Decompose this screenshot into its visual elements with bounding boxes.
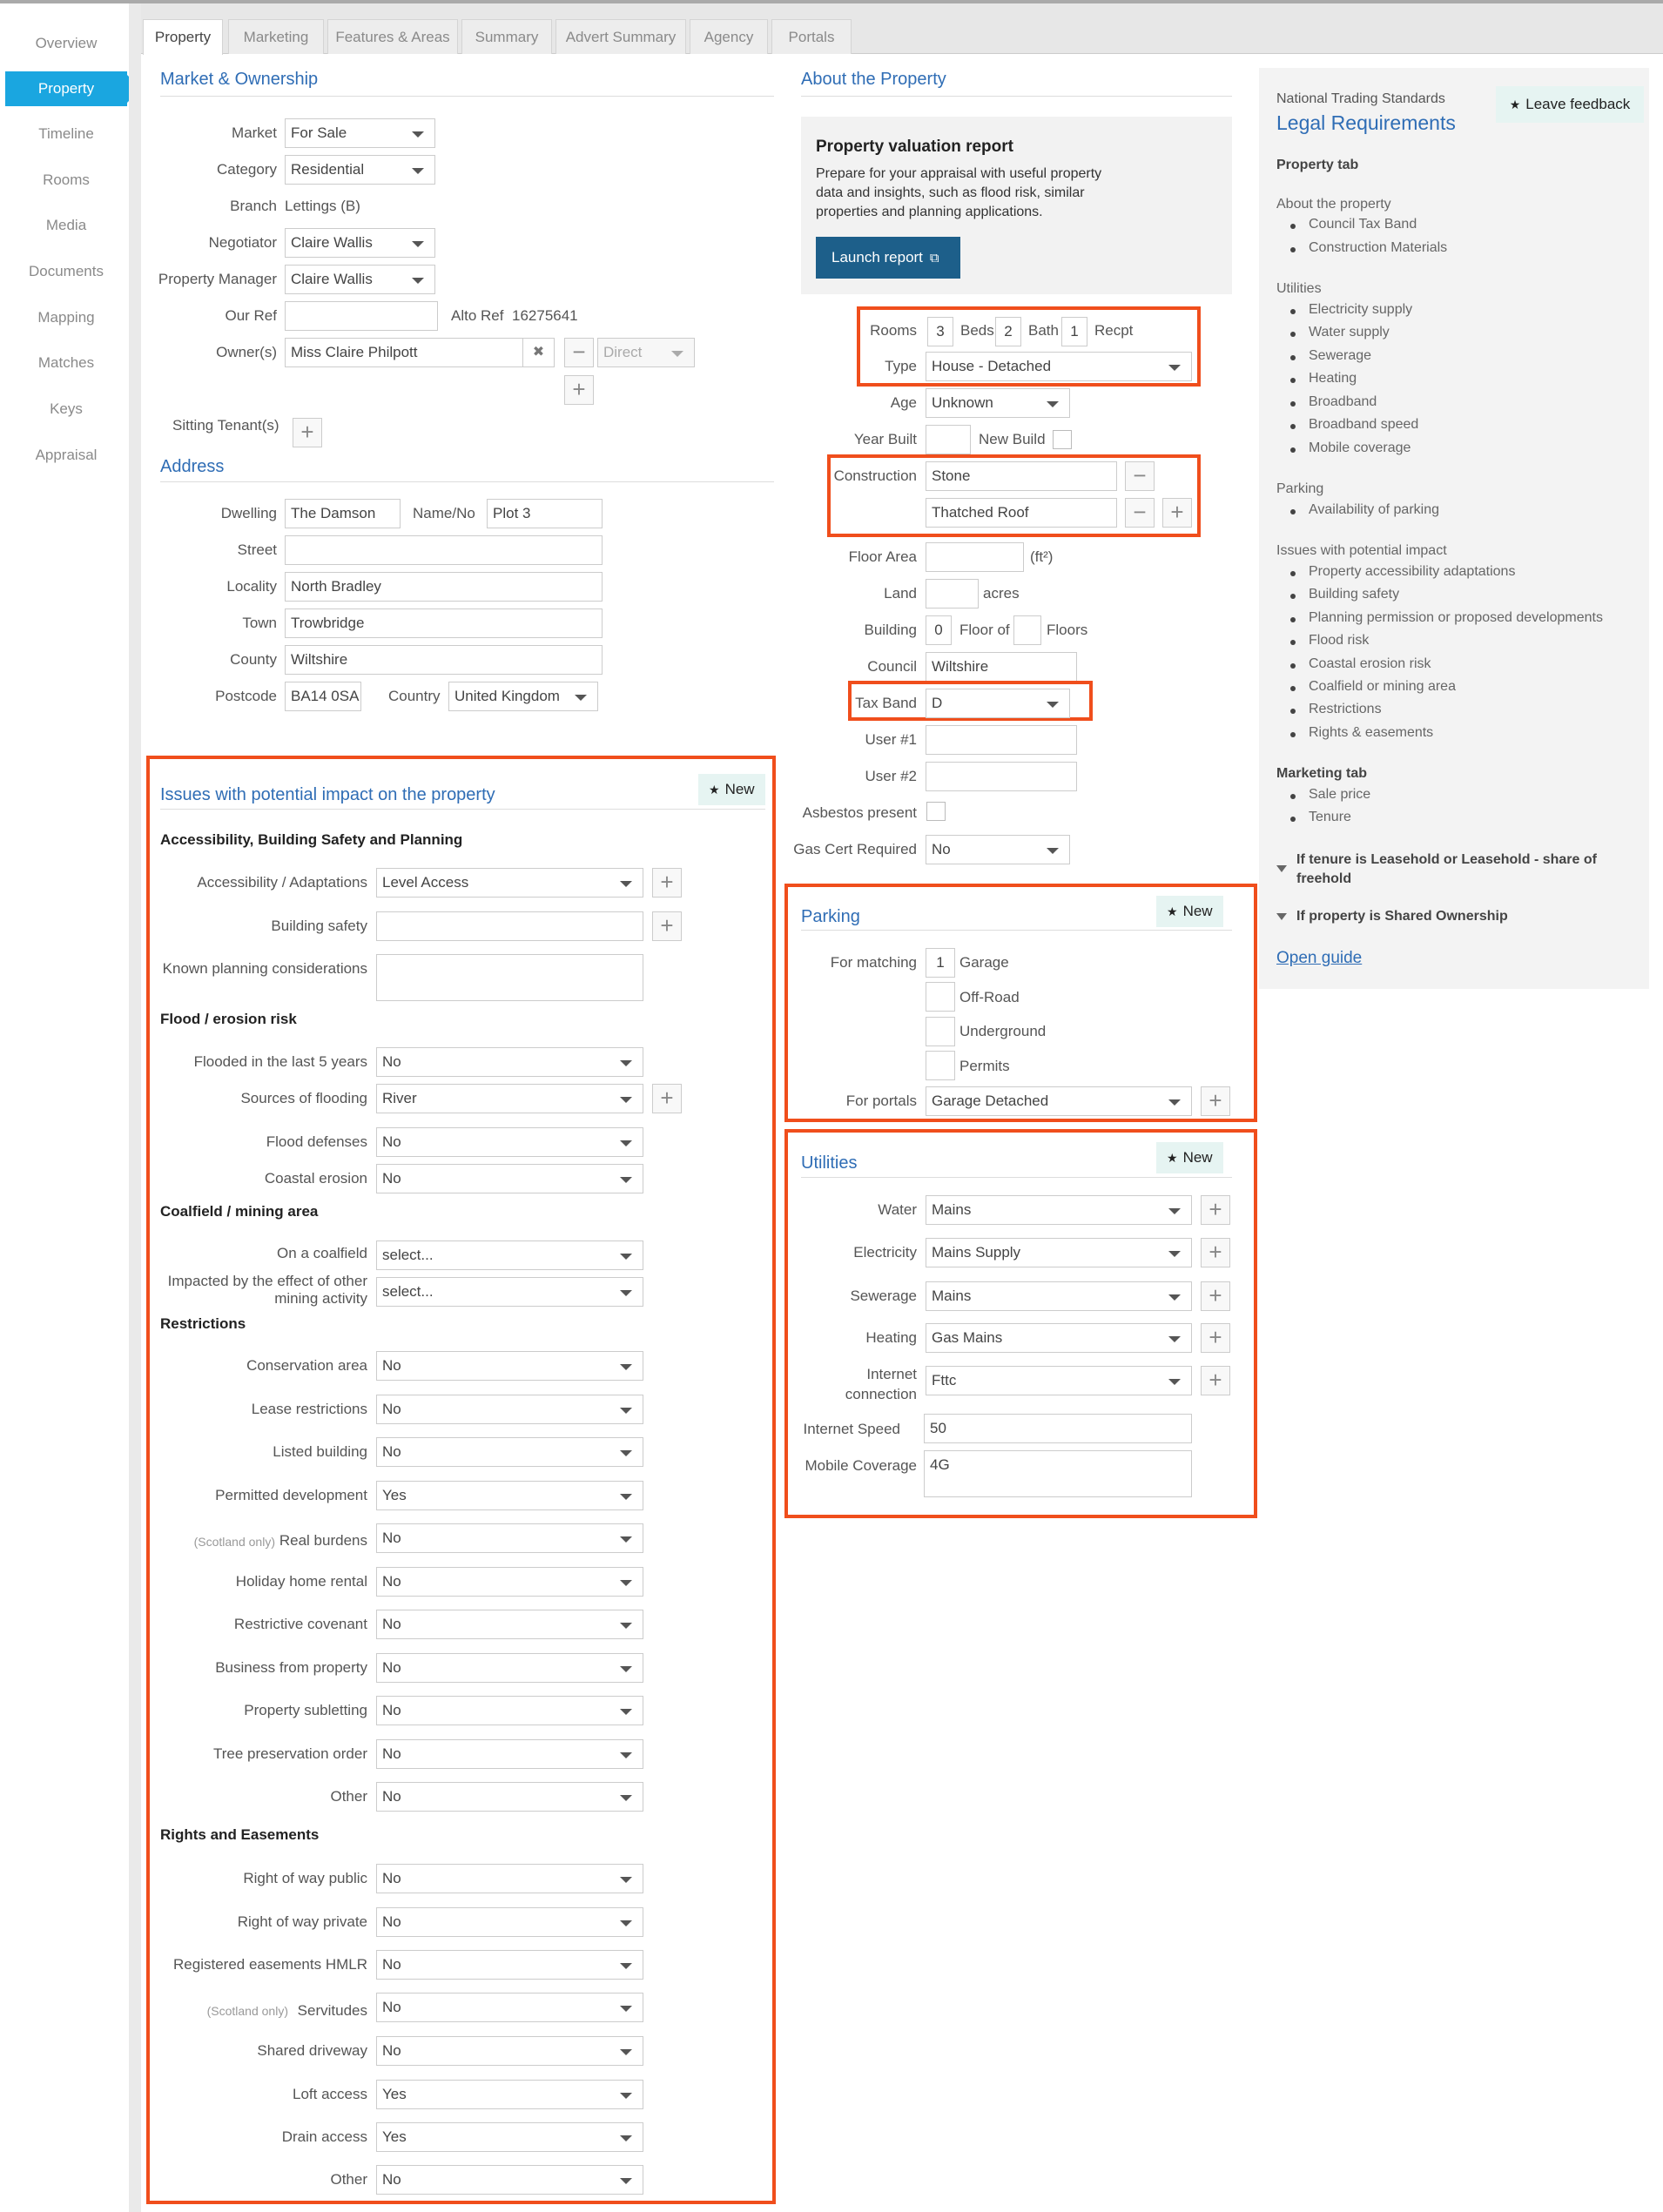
owners-label: Owner(s) xyxy=(216,344,277,360)
remove-owner-button[interactable]: − xyxy=(564,338,594,367)
garage-count-input[interactable]: 1 xyxy=(926,948,955,978)
building-safety-input[interactable] xyxy=(376,911,643,941)
add-electricity-button[interactable]: + xyxy=(1201,1238,1230,1267)
add-accessibility-button[interactable]: + xyxy=(652,868,682,898)
other-restrictions-label: Other xyxy=(330,1788,367,1805)
group-heading: Accessibility, Building Safety and Planning xyxy=(160,831,463,848)
mining-activity-label: Impacted by the effect of other mining activity xyxy=(167,1273,367,1307)
easements-hmlr-label: Registered easements HMLR xyxy=(173,1956,367,1973)
heating-select[interactable]: Gas Mains xyxy=(926,1323,1192,1353)
permits-label: Permits xyxy=(959,1058,1010,1074)
internet-select[interactable]: Fttc xyxy=(926,1366,1192,1395)
legal-list-item: Mobile coverage xyxy=(1309,440,1411,455)
legal-list-item: Electricity supply xyxy=(1309,302,1413,317)
town-label: Town xyxy=(242,615,277,631)
underground-count-input[interactable] xyxy=(926,1017,955,1046)
county-input[interactable]: Wiltshire xyxy=(285,645,603,675)
category-select[interactable]: Residential xyxy=(285,155,435,185)
external-link-icon: ⧉ xyxy=(929,251,939,266)
utilities-title: Utilities xyxy=(801,1153,858,1173)
tab-property[interactable]: Property xyxy=(143,19,223,55)
issues-title: Issues with potential impact on the property xyxy=(160,785,495,804)
dwelling-input[interactable]: The Damson xyxy=(285,499,401,528)
group-heading: Coalfield / mining area xyxy=(160,1203,319,1220)
utilities-new-badge: ★ New xyxy=(1156,1142,1223,1173)
legal-list-item: Planning permission or proposed developments xyxy=(1309,610,1603,625)
nav-appraisal[interactable]: Appraisal xyxy=(35,447,98,463)
our-ref-input[interactable] xyxy=(285,301,438,331)
marketing-tab-heading: Marketing tab xyxy=(1276,766,1368,781)
star-icon: ★ xyxy=(1167,1151,1178,1165)
new-build-checkbox[interactable] xyxy=(1053,430,1072,449)
nav-media[interactable]: Media xyxy=(45,217,87,233)
gas-cert-label: Gas Cert Required xyxy=(793,841,917,857)
garage-label: Garage xyxy=(959,954,1009,971)
county-label: County xyxy=(230,651,277,668)
flood-sources-select[interactable]: River xyxy=(376,1084,643,1113)
postcode-label: Postcode xyxy=(215,688,277,704)
tab-summary[interactable]: Summary xyxy=(461,19,552,54)
water-select[interactable]: Mains xyxy=(926,1195,1192,1225)
branch-value: Lettings (B) xyxy=(285,198,360,214)
asbestos-checkbox[interactable] xyxy=(926,802,946,821)
add-heating-button[interactable]: + xyxy=(1201,1323,1230,1353)
coalfield-label: On a coalfield xyxy=(277,1245,367,1261)
coalfield-select[interactable]: select... xyxy=(376,1240,643,1270)
property-manager-select[interactable]: Claire Wallis xyxy=(285,265,435,294)
business-select[interactable]: No xyxy=(376,1653,643,1683)
legal-list-item: Tenure xyxy=(1309,810,1351,824)
other-rights-label: Other xyxy=(330,2171,367,2188)
valuation-text-2: data and insights, such as flood risk, similar xyxy=(816,185,1085,200)
nav-mapping[interactable]: Mapping xyxy=(37,309,95,326)
mobile-coverage-label: Mobile Coverage xyxy=(805,1457,917,1474)
recpt-input[interactable]: 1 xyxy=(1061,317,1087,346)
real-burdens-select[interactable]: No xyxy=(376,1523,643,1553)
parking-title: Parking xyxy=(801,907,860,926)
star-icon: ★ xyxy=(1509,97,1521,111)
chevron-down-icon[interactable] xyxy=(1276,913,1287,920)
type-select[interactable]: House - Detached xyxy=(926,352,1192,381)
owner-input[interactable]: Miss Claire Philpott xyxy=(285,338,523,367)
leasehold-toggle[interactable]: If tenure is Leasehold or Leasehold - share of freehold xyxy=(1296,852,1597,886)
launch-report-button[interactable]: Launch report ⧉ xyxy=(816,237,960,279)
clear-owner-icon[interactable]: ✖ xyxy=(523,338,555,367)
drain-access-select[interactable]: Yes xyxy=(376,2122,643,2152)
country-label: Country xyxy=(388,688,441,704)
flooded-label: Flooded in the last 5 years xyxy=(193,1053,367,1070)
market-ownership-title: Market & Ownership xyxy=(160,70,319,89)
loft-access-label: Loft access xyxy=(293,2086,367,2102)
tax-band-select[interactable]: D xyxy=(926,689,1070,718)
sewerage-select[interactable]: Mains xyxy=(926,1281,1192,1311)
floor-area-label: Floor Area xyxy=(848,548,917,565)
recpt-label: Recpt xyxy=(1094,322,1134,339)
shared-driveway-select[interactable]: No xyxy=(376,2036,643,2066)
scotland-only-note: (Scotland only) xyxy=(206,2004,288,2018)
offroad-label: Off-Road xyxy=(959,989,1020,1005)
tree-preservation-select[interactable]: No xyxy=(376,1739,643,1769)
add-internet-button[interactable]: + xyxy=(1201,1366,1230,1395)
loft-access-select[interactable]: Yes xyxy=(376,2080,643,2109)
legal-list-item: Sale price xyxy=(1309,787,1371,802)
servitudes-label: Servitudes xyxy=(297,2002,367,2019)
mining-activity-select[interactable]: select... xyxy=(376,1277,643,1307)
row-public-label: Right of way public xyxy=(243,1870,367,1886)
shared-ownership-toggle[interactable]: If property is Shared Ownership xyxy=(1296,909,1508,924)
postcode-input[interactable]: BA14 0SA xyxy=(285,682,361,711)
address-title: Address xyxy=(160,457,225,476)
leave-feedback-button[interactable]: ★ Leave feedback xyxy=(1496,86,1644,123)
divider xyxy=(160,481,774,482)
property-tab-heading: Property tab xyxy=(1276,158,1359,172)
org-name: National Trading Standards xyxy=(1276,91,1445,106)
floor-area-unit: (ft²) xyxy=(1030,548,1054,565)
holiday-rental-label: Holiday home rental xyxy=(235,1573,367,1590)
group-heading: Flood / erosion risk xyxy=(160,1011,297,1027)
listed-building-select[interactable]: No xyxy=(376,1437,643,1467)
heating-label: Heating xyxy=(865,1329,917,1346)
building-label: Building xyxy=(864,622,917,638)
other-restrictions-select[interactable]: No xyxy=(376,1782,643,1812)
street-label: Street xyxy=(237,541,277,558)
subletting-label: Property subletting xyxy=(244,1702,367,1718)
accessibility-label: Accessibility / Adaptations xyxy=(197,874,367,891)
legal-list-item: Building safety xyxy=(1309,587,1400,602)
council-input[interactable]: Wiltshire xyxy=(926,652,1077,682)
flood-defenses-label: Flood defenses xyxy=(266,1133,367,1150)
for-portals-label: For portals xyxy=(845,1093,917,1109)
parking-new-badge: ★ New xyxy=(1156,896,1223,927)
council-label: Council xyxy=(867,658,917,675)
subletting-select[interactable]: No xyxy=(376,1696,643,1725)
issues-new-badge: ★ New xyxy=(698,774,765,805)
legal-list-item: Construction Materials xyxy=(1309,240,1448,255)
add-owner-button[interactable]: + xyxy=(564,375,594,405)
name-no-input[interactable]: Plot 3 xyxy=(487,499,603,528)
lease-restrictions-select[interactable]: No xyxy=(376,1395,643,1424)
add-construction-button[interactable]: + xyxy=(1162,498,1192,528)
drain-access-label: Drain access xyxy=(281,2128,367,2145)
flood-sources-label: Sources of flooding xyxy=(240,1090,367,1106)
floors-label: Floors xyxy=(1047,622,1088,638)
offroad-count-input[interactable] xyxy=(926,982,955,1012)
owner-type-select[interactable]: Direct xyxy=(597,338,695,367)
add-sewerage-button[interactable]: + xyxy=(1201,1281,1230,1311)
flood-defenses-select[interactable]: No xyxy=(376,1127,643,1157)
legal-title: Legal Requirements xyxy=(1276,111,1456,134)
accessibility-select[interactable]: Level Access xyxy=(376,868,643,898)
age-select[interactable]: Unknown xyxy=(926,388,1070,418)
permitted-dev-label: Permitted development xyxy=(215,1487,367,1503)
group-heading: Restrictions xyxy=(160,1315,246,1332)
utilities-heading: Utilities xyxy=(1276,281,1322,296)
negotiator-select[interactable]: Claire Wallis xyxy=(285,228,435,258)
divider xyxy=(160,809,765,810)
sitting-tenants-label: Sitting Tenant(s) xyxy=(172,417,279,434)
town-input[interactable]: Trowbridge xyxy=(285,608,603,638)
age-label: Age xyxy=(890,394,917,411)
star-icon: ★ xyxy=(1167,904,1178,918)
user2-input[interactable] xyxy=(926,762,1077,791)
underground-label: Underground xyxy=(959,1023,1047,1039)
add-water-button[interactable]: + xyxy=(1201,1195,1230,1225)
legal-list-item: Broadband speed xyxy=(1309,417,1419,432)
property-manager-label: Property Manager xyxy=(158,271,277,287)
legal-list-item: Council Tax Band xyxy=(1309,217,1417,232)
tree-preservation-label: Tree preservation order xyxy=(212,1745,367,1762)
bath-label: Bath xyxy=(1028,322,1059,339)
mobile-coverage-textarea[interactable]: 4G xyxy=(924,1450,1192,1497)
street-input[interactable] xyxy=(285,535,603,565)
permitted-dev-select[interactable]: Yes xyxy=(376,1481,643,1510)
valuation-text-3: properties and planning applications. xyxy=(816,205,1043,219)
coastal-erosion-select[interactable]: No xyxy=(376,1164,643,1193)
sewerage-label: Sewerage xyxy=(850,1288,917,1304)
scotland-only-note: (Scotland only) xyxy=(193,1535,275,1549)
electricity-label: Electricity xyxy=(853,1244,917,1261)
tab-features-areas[interactable]: Features & Areas xyxy=(327,19,458,54)
internet-speed-input[interactable]: 50 xyxy=(924,1414,1192,1443)
about-title: About the Property xyxy=(801,70,946,89)
rooms-label: Rooms xyxy=(870,322,917,339)
tab-portals[interactable]: Portals xyxy=(771,19,852,54)
user2-label: User #2 xyxy=(865,768,917,784)
internet-speed-label: Internet Speed xyxy=(803,1421,900,1437)
land-input[interactable] xyxy=(926,579,979,608)
tab-advert-summary[interactable]: Advert Summary xyxy=(555,19,686,54)
locality-input[interactable]: North Bradley xyxy=(285,572,603,602)
type-label: Type xyxy=(885,358,917,374)
internet-label: Internet connection xyxy=(845,1366,917,1402)
tab-marketing[interactable]: Marketing xyxy=(228,19,324,54)
floor-of-label: Floor of xyxy=(959,622,1010,638)
for-portals-select[interactable]: Garage Detached xyxy=(926,1086,1192,1116)
legal-list-item: Heating xyxy=(1309,371,1357,386)
electricity-select[interactable]: Mains Supply xyxy=(926,1238,1192,1267)
servitudes-select[interactable]: No xyxy=(376,1993,643,2022)
legal-list-item: Flood risk xyxy=(1309,633,1370,648)
user1-input[interactable] xyxy=(926,725,1077,755)
nav-keys[interactable]: Keys xyxy=(50,400,83,417)
lease-restrictions-label: Lease restrictions xyxy=(251,1401,367,1417)
alto-ref-label: Alto Ref xyxy=(451,307,504,324)
legal-list-item: Coastal erosion risk xyxy=(1309,656,1431,671)
nav-property[interactable]: Property xyxy=(5,71,127,106)
planning-label: Known planning considerations xyxy=(162,960,367,977)
beds-label: Beds xyxy=(960,322,994,339)
legal-list-item: Property accessibility adaptations xyxy=(1309,564,1516,579)
beds-input[interactable]: 3 xyxy=(927,317,953,346)
listed-building-label: Listed building xyxy=(273,1443,367,1460)
divider xyxy=(801,96,1232,97)
valuation-title: Property valuation report xyxy=(816,138,1013,156)
legal-list-item: Sewerage xyxy=(1309,348,1372,363)
for-matching-label: For matching xyxy=(830,954,917,971)
real-burdens-label: Real burdens xyxy=(279,1532,367,1549)
market-select[interactable]: For Sale xyxy=(285,118,435,148)
alto-ref-value: 16275641 xyxy=(512,307,578,324)
holiday-rental-select[interactable]: No xyxy=(376,1567,643,1597)
group-heading: Rights and Easements xyxy=(160,1826,320,1843)
floors-input[interactable] xyxy=(1013,615,1041,645)
business-label: Business from property xyxy=(215,1659,367,1676)
remove-construction-button[interactable]: − xyxy=(1125,498,1155,528)
legal-list-item: Restrictions xyxy=(1309,702,1382,716)
other-rights-select[interactable]: No xyxy=(376,2165,643,2195)
year-built-label: Year Built xyxy=(853,431,917,447)
our-ref-label: Our Ref xyxy=(225,307,277,324)
add-tenant-button[interactable]: + xyxy=(293,418,322,447)
add-building-safety-button[interactable]: + xyxy=(652,911,682,941)
nav-matches[interactable]: Matches xyxy=(37,354,95,371)
legal-list-item: Coalfield or mining area xyxy=(1309,679,1456,694)
locality-label: Locality xyxy=(226,578,277,595)
market-label: Market xyxy=(232,124,277,141)
tax-band-label: Tax Band xyxy=(855,695,917,711)
parking-heading: Parking xyxy=(1276,481,1324,496)
water-label: Water xyxy=(878,1201,917,1218)
issues-heading: Issues with potential impact xyxy=(1276,543,1447,558)
flooded-select[interactable]: No xyxy=(376,1047,643,1077)
legal-list-item: Availability of parking xyxy=(1309,502,1440,517)
gas-cert-select[interactable]: No xyxy=(926,835,1070,864)
remove-construction-button[interactable]: − xyxy=(1125,461,1155,491)
shared-driveway-label: Shared driveway xyxy=(257,2042,367,2059)
star-icon: ★ xyxy=(709,783,720,797)
asbestos-label: Asbestos present xyxy=(802,804,917,821)
year-built-input[interactable] xyxy=(926,425,971,454)
tab-agency[interactable]: Agency xyxy=(690,19,768,54)
tab-strip xyxy=(141,3,1663,54)
floor-area-input[interactable] xyxy=(926,542,1024,572)
category-label: Category xyxy=(217,161,277,178)
row-private-select[interactable]: No xyxy=(376,1907,643,1937)
add-flood-source-button[interactable]: + xyxy=(652,1084,682,1113)
divider xyxy=(160,96,774,97)
new-build-label: New Build xyxy=(979,431,1046,447)
open-guide-link[interactable]: Open guide xyxy=(1276,949,1363,967)
name-no-label: Name/No xyxy=(413,505,475,521)
negotiator-label: Negotiator xyxy=(208,234,277,251)
country-select[interactable]: United Kingdom xyxy=(448,682,598,711)
conservation-select[interactable]: No xyxy=(376,1351,643,1381)
nav-overview[interactable]: Overview xyxy=(35,35,98,51)
land-unit: acres xyxy=(983,585,1020,602)
nav-timeline[interactable]: Timeline xyxy=(38,125,94,142)
construction-input-1[interactable]: Stone xyxy=(926,461,1117,491)
chevron-down-icon[interactable] xyxy=(1276,865,1287,872)
bath-input[interactable]: 2 xyxy=(995,317,1021,346)
legal-list-item: Water supply xyxy=(1309,325,1390,340)
divider xyxy=(801,930,1232,931)
nav-documents[interactable]: Documents xyxy=(29,263,104,279)
user1-label: User #1 xyxy=(865,731,917,748)
floor-input[interactable]: 0 xyxy=(926,615,952,645)
coastal-erosion-label: Coastal erosion xyxy=(264,1170,367,1187)
row-public-select[interactable]: No xyxy=(376,1864,643,1893)
building-safety-label: Building safety xyxy=(271,918,367,934)
about-heading: About the property xyxy=(1276,197,1391,212)
legal-list-item: Rights & easements xyxy=(1309,725,1434,740)
land-label: Land xyxy=(884,585,917,602)
easements-hmlr-select[interactable]: No xyxy=(376,1950,643,1980)
planning-textarea[interactable] xyxy=(376,954,643,1001)
divider xyxy=(801,1177,1232,1178)
row-private-label: Right of way private xyxy=(237,1913,367,1930)
valuation-text-1: Prepare for your appraisal with useful property xyxy=(816,166,1102,181)
nav-rooms[interactable]: Rooms xyxy=(43,171,90,188)
construction-label: Construction xyxy=(833,467,917,484)
restrictive-covenant-select[interactable]: No xyxy=(376,1610,643,1639)
left-nav xyxy=(0,3,129,2212)
dwelling-label: Dwelling xyxy=(220,505,277,521)
add-parking-button[interactable]: + xyxy=(1201,1086,1230,1116)
branch-label: Branch xyxy=(230,198,277,214)
nav-divider xyxy=(129,3,141,2212)
permits-count-input[interactable] xyxy=(926,1051,955,1080)
restrictive-covenant-label: Restrictive covenant xyxy=(233,1616,367,1632)
construction-input-2[interactable]: Thatched Roof xyxy=(926,498,1117,528)
conservation-label: Conservation area xyxy=(246,1357,367,1374)
legal-list-item: Broadband xyxy=(1309,394,1377,409)
